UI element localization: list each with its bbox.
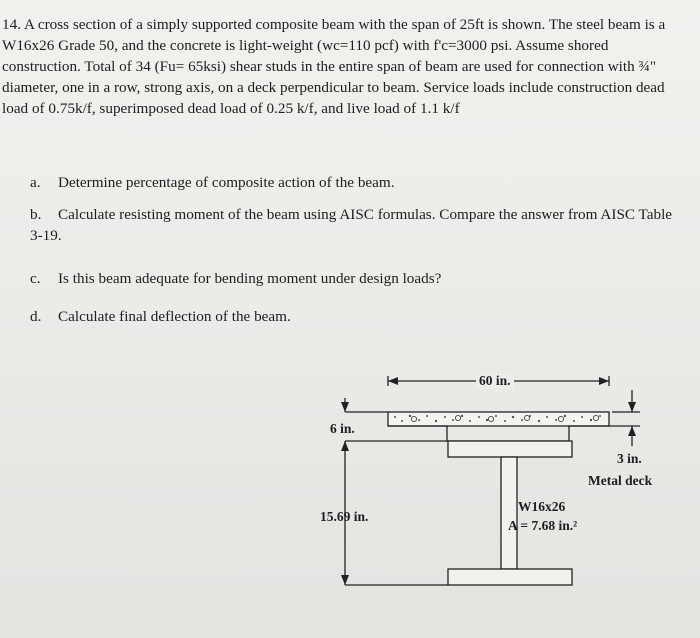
top-flange [448,441,572,457]
concrete-slab [388,412,609,426]
problem-number: 14. [2,16,21,33]
arrowhead-deck-top [628,402,636,412]
question-label: c. [30,270,41,287]
beam-depth-label: 15.69 in. [320,509,369,524]
slab-thickness-label: 6 in. [330,421,355,436]
question-text: Is this beam adequate for bending moment under design loads? [58,270,442,287]
question-label: d. [30,308,42,325]
bottom-flange [448,569,572,585]
question-text: Calculate resisting moment of the beam using AISC formulas. Compare the answer from AISC Table 3-19. [30,206,673,244]
question-text: Calculate final deflection of the beam. [58,308,291,325]
metal-deck-profile [388,426,609,441]
arrowhead-slab-top [341,402,349,412]
arrowhead-slab-bottom [341,441,349,451]
section-area-label: A = 7.68 in.² [508,518,578,533]
question-label: b. [30,206,42,223]
width-label: 60 in. [476,373,514,389]
arrowhead-deck-bottom [628,426,636,436]
arrowhead-depth-bottom [341,575,349,585]
section-name-label: W16x26 [518,499,566,514]
deck-height-label: 3 in. [617,451,642,466]
metal-deck-label: Metal deck [588,473,653,488]
arrowhead-right [599,377,609,385]
problem-text: A cross section of a simply supported composite beam with the span of 25ft is shown. The steel beam is a W16x26 Grade 50, and the concrete is light-weight (wc=110 pcf) with f'c=3000 psi. Assume shored construction. Total of 34 (Fu= 65ksi) shear studs in the entire span of beam are used for connection with ¾" diameter, one in a row, strong axis, on a deck perpendicular to beam. Service loads include construction dead load of 0.75k/f, superimposed dead load of 0.25 k/f, and live load of 1.1 k/f [2,16,666,117]
arrowhead-left [388,377,398,385]
question-text: Determine percentage of composite action of the beam. [58,174,395,191]
web [501,457,517,569]
question-label: a. [30,174,41,191]
